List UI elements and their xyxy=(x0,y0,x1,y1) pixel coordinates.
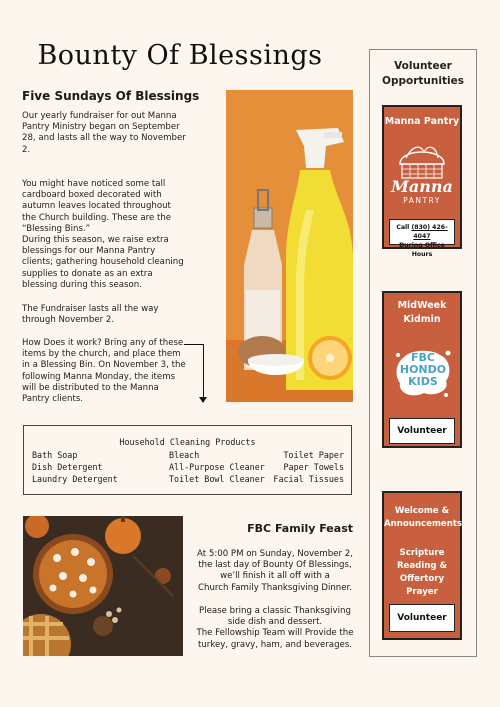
table-heading: Household Cleaning Products xyxy=(119,437,256,447)
section-heading-family-feast: FBC Family Feast xyxy=(247,522,353,535)
kids-logo-line: FBC xyxy=(411,351,435,364)
phone-link[interactable]: (830) 426-4047 xyxy=(411,224,448,240)
text-line: in a Blessing Bin. On November 3, the xyxy=(22,360,186,371)
text-line: we’ll finish it all off with a xyxy=(220,571,330,582)
cleaning-products-table xyxy=(23,425,352,495)
paragraph-intro xyxy=(22,111,186,156)
arrow-down-icon xyxy=(199,397,207,403)
text-line: through November 2. xyxy=(22,315,115,326)
text-line: Our yearly fundraiser for out Manna xyxy=(22,111,177,121)
card-heading xyxy=(384,299,460,327)
card-heading-line: MidWeek xyxy=(397,300,447,311)
text-line: 28, and lasts all the way to November xyxy=(22,133,186,144)
text-line: 2. xyxy=(22,144,31,155)
sidebar-title xyxy=(369,59,477,89)
card-heading-line: Announcements xyxy=(384,519,463,529)
text-line: items by the church, and place them xyxy=(22,349,181,360)
table-cell: Paper Towels xyxy=(283,462,344,472)
card-manna-pantry xyxy=(382,105,462,258)
text-line: How Does it work? Bring any of these xyxy=(22,338,184,348)
text-line: Pantry Ministry began on September xyxy=(22,122,180,133)
card-heading xyxy=(384,505,463,531)
table-cell: Facial Tissues xyxy=(273,474,344,484)
logo-subword: PANTRY xyxy=(403,196,441,205)
kids-logo-text xyxy=(394,352,452,388)
kids-logo-line: KIDS xyxy=(408,375,438,388)
paragraph-fundraiser-dates xyxy=(22,304,158,326)
paragraph-feast-bring xyxy=(196,606,354,651)
sidebar-title-line: Opportunities xyxy=(382,75,464,87)
text-line: the Church building. These are the xyxy=(22,212,172,223)
arrow-connector-vertical xyxy=(203,344,204,400)
table-cell: Dish Detergent xyxy=(32,462,103,472)
table-cell: All-Purpose Cleaner xyxy=(169,462,265,472)
table-cell: Toilet Paper xyxy=(283,450,344,460)
manna-pantry-logo xyxy=(390,134,454,214)
text-line: supplies to donate as an extra xyxy=(22,268,153,279)
text-line: clients; gathering household cleaning xyxy=(22,257,184,268)
text-line: The Fellowship Team will Provide the xyxy=(196,628,354,639)
table-cell: Bath Soap xyxy=(32,450,78,460)
sidebar-title-line: Volunteer xyxy=(394,60,452,72)
section-heading-five-sundays: Five Sundays Of Blessings xyxy=(22,89,200,103)
page-title: Bounty Of Blessings xyxy=(37,40,323,71)
volunteer-button-welcome[interactable]: Volunteer xyxy=(389,604,455,632)
office-hours: During Office Hours xyxy=(399,242,445,258)
paragraph-blessing-bins xyxy=(22,179,184,291)
text-line: turkey, gravy, ham, and beverages. xyxy=(197,639,353,650)
call-prefix: Call xyxy=(396,224,412,231)
card-midweek-kidmin xyxy=(382,291,462,448)
text-line: Pantry clients. xyxy=(22,394,84,405)
logo-word: Manna xyxy=(391,177,453,196)
table-cell: Toilet Bowl Cleaner xyxy=(169,474,265,484)
kids-logo-line: HONDO xyxy=(399,363,447,376)
text-line: blessing during this season. xyxy=(22,279,142,290)
card-heading-line: Scripture xyxy=(399,548,445,558)
call-info-box xyxy=(389,219,455,258)
text-line: will be distributed to the Manna xyxy=(22,382,159,393)
card-heading: Manna Pantry xyxy=(384,116,460,127)
cleaning-supplies-photo xyxy=(226,90,353,402)
text-line: side dish and dessert. xyxy=(227,617,323,628)
text-line: autumn leaves located throughout xyxy=(22,201,171,212)
phone-line xyxy=(390,223,454,241)
card-heading-line: Kidmin xyxy=(403,314,441,325)
paragraph-how-it-works xyxy=(22,338,186,405)
text-line: following Manna Monday, the items xyxy=(22,371,176,382)
text-line: The Fundraiser lasts all the way xyxy=(22,304,159,314)
text-line: “Blessing Bins.” xyxy=(22,223,91,234)
text-line: cardboard boxed decorated with xyxy=(22,190,162,201)
card-heading-line: Welcome & xyxy=(394,506,450,516)
text-line: the last day of Bounty Of Blessings, xyxy=(198,560,352,571)
text-line: Please bring a classic Thanksgiving xyxy=(199,606,351,616)
card-heading-line: Offertory Prayer xyxy=(399,574,445,597)
volunteer-button-kidmin[interactable]: Volunteer xyxy=(389,418,455,444)
text-line: blessings for our Manna Pantry xyxy=(22,246,156,257)
text-line: During this season, we raise extra xyxy=(22,235,169,246)
thanksgiving-pie-photo xyxy=(23,516,183,656)
text-line: Church Family Thanksgiving Dinner. xyxy=(198,582,352,593)
table-cell: Laundry Detergent xyxy=(32,474,118,484)
text-line: At 5:00 PM on Sunday, November 2, xyxy=(197,549,353,559)
card-subheading xyxy=(384,547,460,599)
arrow-connector xyxy=(184,344,204,345)
card-welcome-announcements xyxy=(382,491,462,640)
text-line: You might have noticed some tall xyxy=(22,179,166,189)
card-heading-line: Reading & xyxy=(396,561,448,571)
fbc-hondo-kids-logo xyxy=(394,347,452,399)
table-cell: Bleach xyxy=(169,450,200,460)
paragraph-feast-details xyxy=(196,549,354,594)
